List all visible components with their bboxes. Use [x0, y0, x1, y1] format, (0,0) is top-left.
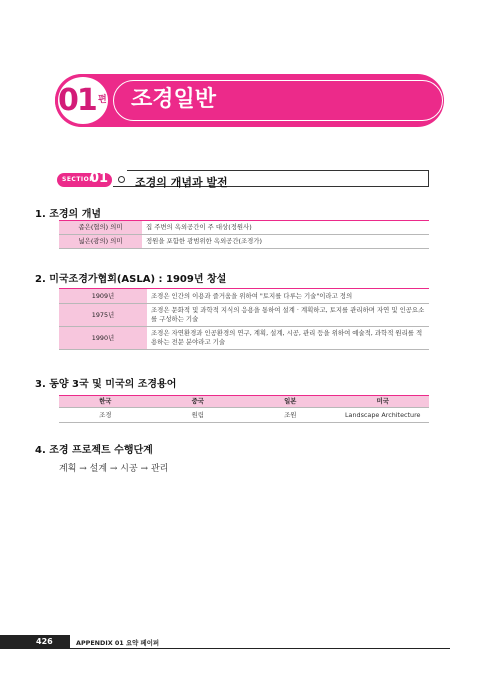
terms-header: 중국 — [152, 396, 245, 408]
heading-terms: 3. 동양 3국 및 미국의 조경용어 — [35, 379, 177, 390]
terms-cell: Landscape Architecture — [337, 408, 430, 423]
terms-table — [59, 395, 429, 423]
footer-page-bar — [0, 635, 70, 649]
footer-text: APPENDIX 01 요약 페이퍼 — [76, 639, 160, 647]
chapter-title: 조경일반 — [131, 87, 217, 112]
concept-text: 집 주변의 옥외공간이 주 대상(정원사) — [142, 221, 429, 235]
chapter-suffix: 편 — [98, 95, 107, 105]
terms-header: 일본 — [244, 396, 337, 408]
concept-label: 좁은(협의) 의미 — [59, 221, 142, 235]
section-title: 조경의 개념과 발전 — [135, 176, 228, 189]
circle-bullet-icon — [118, 176, 125, 183]
terms-header: 한국 — [59, 396, 152, 408]
heading-concept: 1. 조경의 개념 — [35, 209, 102, 220]
terms-header: 미국 — [337, 396, 430, 408]
process-steps: 계획 → 설계 → 시공 → 관리 — [59, 464, 169, 474]
terms-cell: 조경 — [59, 408, 152, 423]
chapter-number: 01 — [58, 83, 96, 118]
concept-label: 넓은(광의) 의미 — [59, 235, 142, 249]
table-row — [59, 304, 429, 327]
table-row — [59, 235, 429, 249]
asla-year: 1990년 — [59, 327, 147, 350]
table-row — [59, 408, 429, 423]
table-row — [59, 289, 429, 304]
asla-table — [59, 288, 429, 350]
table-row — [59, 221, 429, 235]
asla-year: 1975년 — [59, 304, 147, 327]
asla-text: 조경은 인간의 이용과 즐거움을 위하여 "토지를 다루는 기술"이라고 정의 — [147, 289, 429, 304]
asla-year: 1909년 — [59, 289, 147, 304]
table-row — [59, 327, 429, 350]
heading-process: 4. 조경 프로젝트 수행단계 — [35, 445, 153, 456]
section-tag-number: 01 — [90, 171, 109, 186]
asla-text: 조경은 자연환경과 인공환경의 연구, 계획, 설계, 시공, 관리 등을 위하여 예술적, 과학적 원리를 적용하는 전문 분야라고 기술 — [147, 327, 429, 350]
terms-cell: 조원 — [244, 408, 337, 423]
concept-text: 정원을 포함한 광범위한 옥외공간(조경가) — [142, 235, 429, 249]
section-tag-label: SECTION — [62, 176, 95, 183]
section-frame-right — [428, 170, 429, 186]
table-header-row — [59, 396, 429, 408]
section-frame-top — [127, 170, 428, 171]
asla-text: 조경은 문화적 및 과학적 지식의 응용을 통하여 설계 · 계획하고, 토지를 관리하며 자연 및 인공요소를 구성하는 기술 — [147, 304, 429, 327]
concept-table — [59, 220, 429, 249]
page-number: 426 — [36, 637, 53, 646]
terms-cell: 원림 — [152, 408, 245, 423]
footer-rule — [70, 648, 450, 649]
heading-asla: 2. 미국조경가협회(ASLA) : 1909년 창설 — [35, 274, 227, 285]
